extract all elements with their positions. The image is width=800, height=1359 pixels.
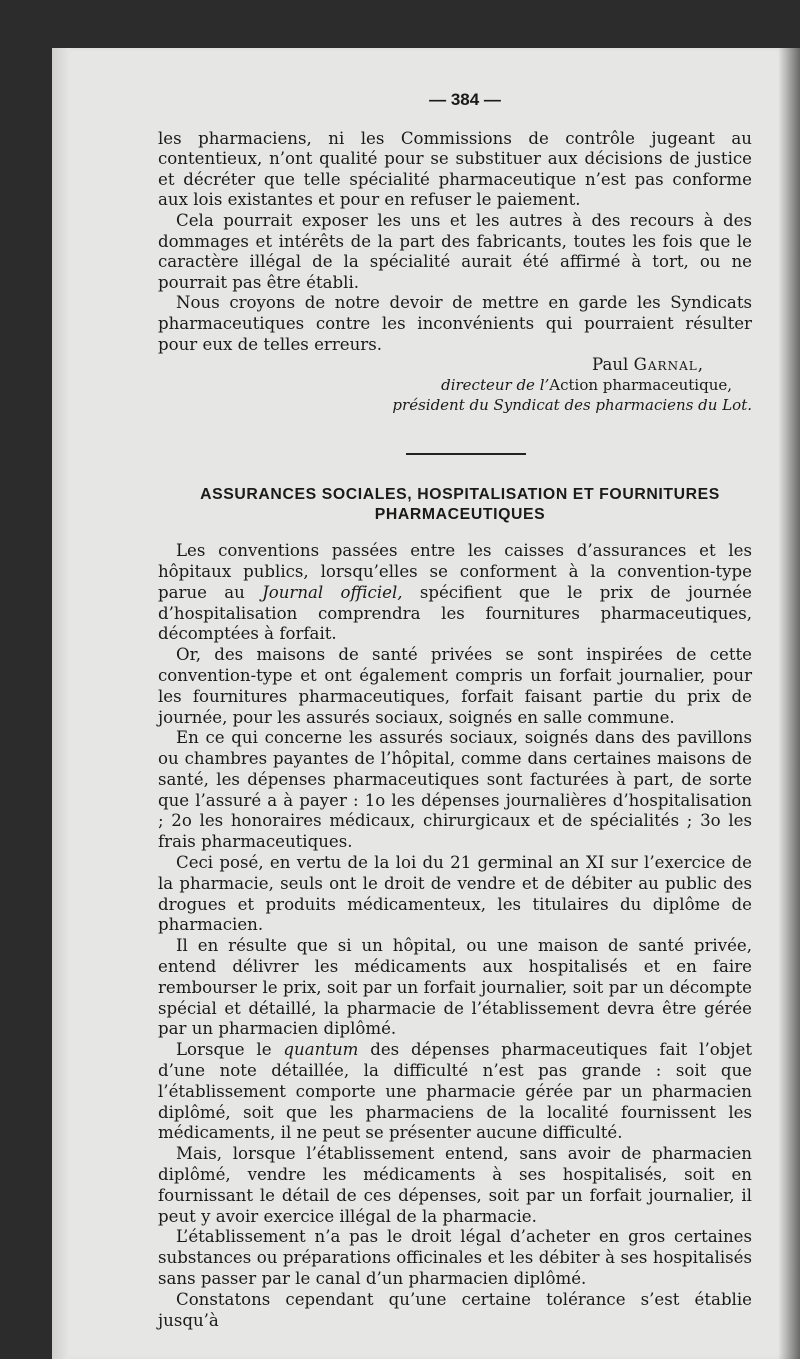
signature-first-name: Paul: [592, 355, 629, 375]
section-paragraph-1-b: spécifient que le prix de journée d’hospitalisation comprendra les fournitures pharmaceutiques, décomptées à forfait.: [158, 582, 752, 644]
signature-title-roman: Action pharmaceutique,: [549, 376, 732, 395]
section-paragraph-8: L’établissement n’a pas le droit légal d’acheter en gros certaines substances ou préparations officinales et les débiter à ses hospitalisés sans passer par le canal d’un pharmacien diplômé.: [158, 1227, 752, 1289]
signature-last-name: Garnal,: [633, 355, 704, 375]
signature-name: [158, 355, 752, 375]
signature-block: [158, 355, 752, 415]
section-paragraph-1-emphasis: Journal officiel,: [262, 582, 403, 602]
section-paragraph-6: [158, 1040, 752, 1144]
page-number: — 384 —: [429, 90, 501, 109]
section-paragraph-1: [158, 541, 752, 645]
section-heading: [168, 485, 752, 525]
section-paragraph-6-emphasis: quantum: [283, 1040, 359, 1060]
section-paragraph-3: En ce qui concerne les assurés sociaux, soignés dans des pavillons ou chambres payantes de l’hôpital, comme dans certaines maisons de santé, les dépenses pharmaceutiques sont facturées à part, de sorte que l’assuré a à payer : 1o les dépenses journalières d’hospitalisation ; 2o les honoraires médicaux, chirurgicaux et de spécialités ; 3o les frais pharmaceutiques.: [158, 728, 752, 852]
section-divider: [406, 453, 526, 455]
section-paragraph-6-a: Lorsque le: [176, 1040, 284, 1060]
intro-paragraph-3: Nous croyons de notre devoir de mettre en garde les Syndicats pharmaceutiques contre les inconvénients qui pourraient résulter pour eux de telles erreurs.: [158, 293, 752, 354]
section-paragraph-4: Ceci posé, en vertu de la loi du 21 germinal an XI sur l’exercice de la pharmacie, seuls ont le droit de vendre et de débiter au public des drogues et produits médicamenteux, les titulaires du diplôme de pharmacien.: [158, 853, 752, 935]
section-paragraph-5: Il en résulte que si un hôpital, ou une maison de santé privée, entend délivrer les médicaments aux hospitalisés et en faire rembourser le prix, soit par un forfait journalier, soit par un décompte spécial et détaillé, la pharmacie de l’établissement devra être gérée par un pharmacien diplômé.: [158, 936, 752, 1039]
page-gutter: [52, 48, 70, 1359]
page-binding-shadow: [778, 48, 800, 1359]
section-paragraph-2: Or, des maisons de santé privées se sont inspirées de cette convention-type et ont également compris un forfait journalier, pour les fournitures pharmaceutiques, forfait faisant partie du prix de journée, pour les assurés sociaux, soignés en salle commune.: [158, 645, 752, 727]
intro-paragraph-2: Cela pourrait exposer les uns et les autres à des recours à des dommages et intérêts de la part des fabricants, toutes les fois que le caractère illégal de la spécialité aurait été affirmé à tort, ou ne pourrait pas être établi.: [158, 210, 752, 292]
section-paragraph-7: Mais, lorsque l’établissement entend, sans avoir de pharmacien diplômé, vendre les médicaments à ses hospitalisés, soit en fournissant le détail de ces dépenses, soit par un forfait journalier, il peut y avoir exercice illégal de la pharmacie.: [158, 1144, 752, 1226]
signature-title: [158, 375, 752, 395]
intro-paragraph-1: les pharmaciens, ni les Commissions de contrôle jugeant au contentieux, n’ont qualité pour se substituer aux décisions de justice et décréter que telle spécialité pharmaceutique n’est pas conforme aux lois existantes et pour en refuser le paiement.: [158, 128, 752, 210]
section-paragraph-1-a: Les conventions passées entre les caisses d’assurances et les hôpitaux publics, lorsqu’elles se conforment à la convention-type parue au: [158, 541, 752, 602]
section-paragraph-9: Constatons cependant qu’une certaine tolérance s’est établie jusqu’à: [158, 1289, 752, 1330]
section-body: [158, 541, 752, 1331]
section-heading-line-1: ASSURANCES SOCIALES, HOSPITALISATION ET FOURNITURES: [200, 486, 720, 504]
section-heading-line-2: PHARMACEUTIQUES: [374, 506, 546, 524]
page-content: [158, 90, 752, 1331]
signature-title-italic: directeur de l’: [441, 376, 550, 395]
signature-affiliation: [158, 395, 752, 415]
signature-affiliation-text: président du Syndicat des pharmaciens du Lot.: [392, 396, 752, 415]
section-paragraph-6-b: des dépenses pharmaceutiques fait l’objet d’une note détaillée, la difficulté n’est pas grande : soit que l’établissement comporte une pharmacie gérée par un pharmacien diplômé, soit que les pharmaciens de la localité fournissent les médicaments, il ne peut se présenter aucune difficulté.: [158, 1040, 753, 1143]
